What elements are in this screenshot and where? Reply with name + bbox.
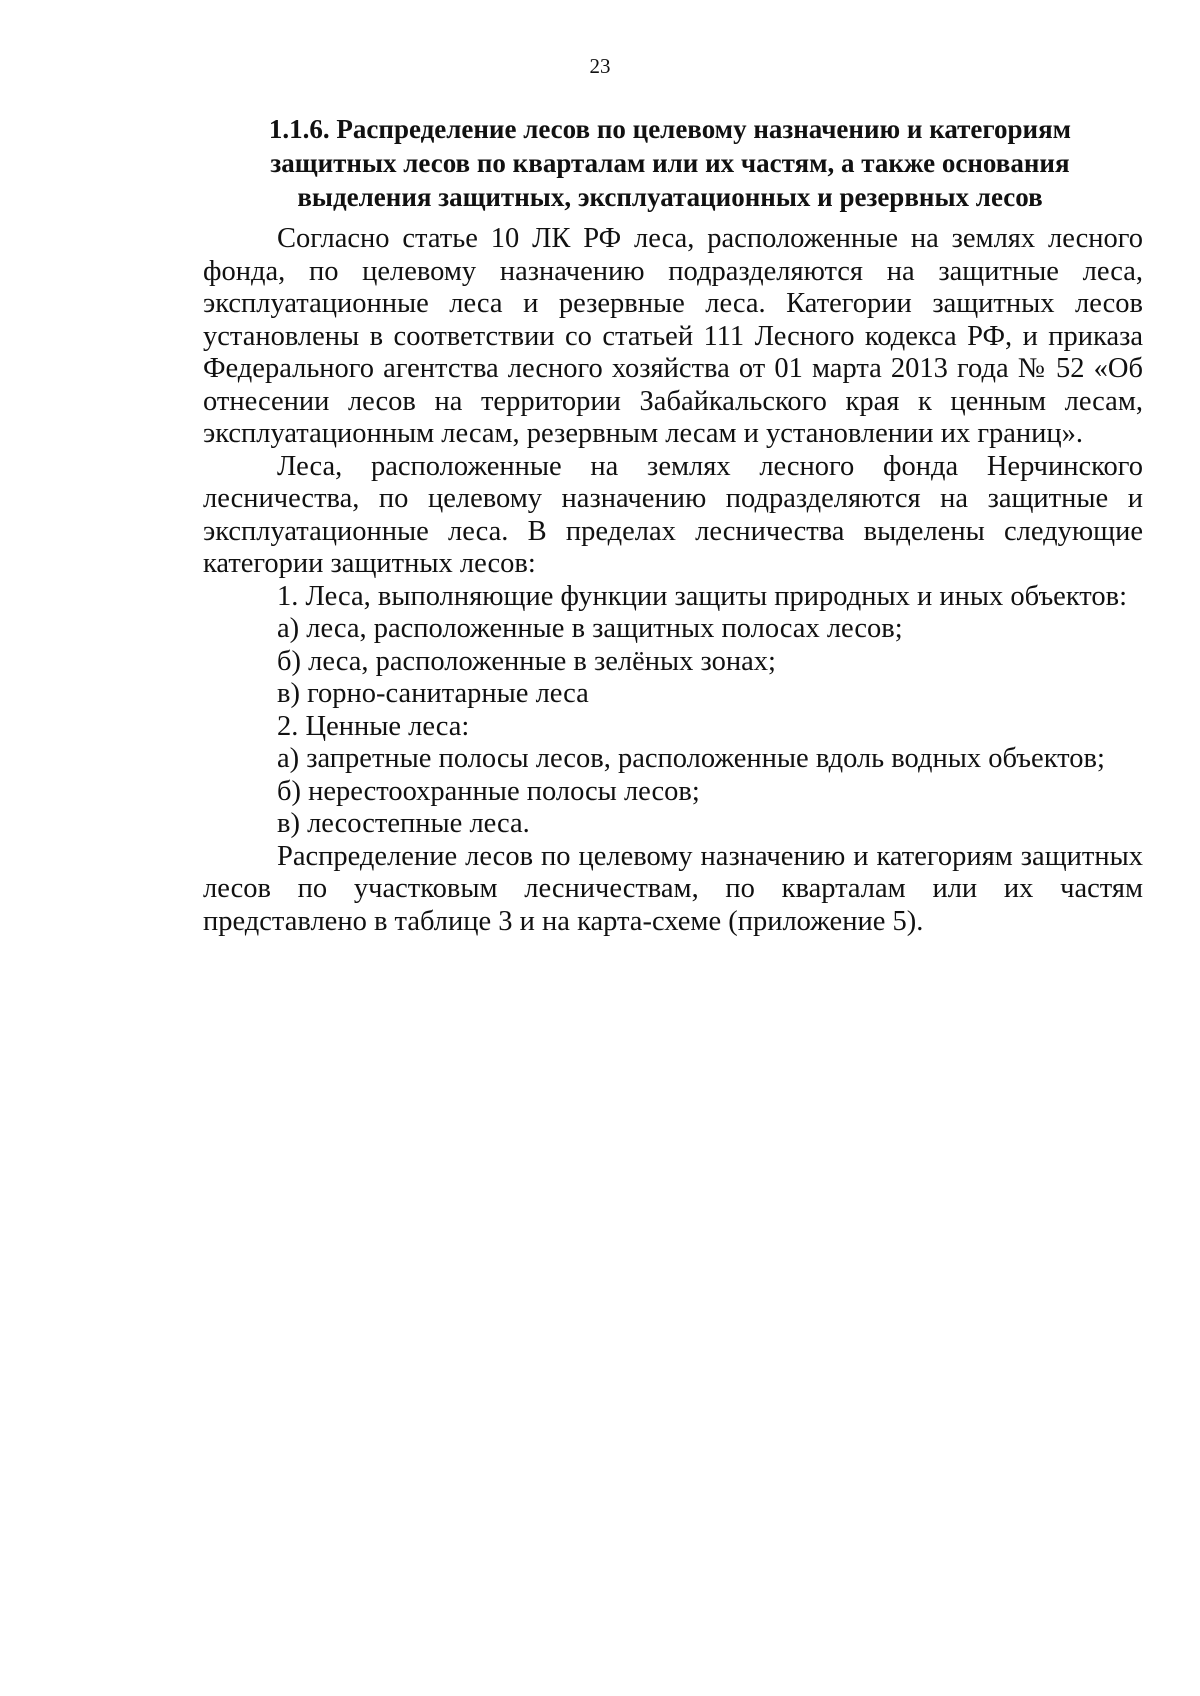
- paragraph-nerchinsk-forestry: Леса, расположенные на землях лесного фонда Нерчинского лесничества, по целевому назначению подразделяются на защитные и эксплуатационные леса. В пределах лесничества выделены следующие категории защитных лесов:: [203, 450, 1143, 579]
- list-item: а) запретные полосы лесов, расположенные вдоль водных объектов;: [277, 743, 1105, 774]
- document-body: [203, 223, 1143, 938]
- paragraph-distribution-reference: Распределение лесов по целевому назначению и категориям защитных лесов по участковым лесничествам, по кварталам или их частям представлено в таблице 3 и на карта-схеме (приложение 5).: [203, 840, 1143, 937]
- heading-line: выделения защитных, эксплуатационных и резервных лесов: [297, 182, 1043, 212]
- section-heading: [200, 112, 1140, 214]
- list-item: 1. Леса, выполняющие функции защиты природных и иных объектов:: [277, 580, 1128, 612]
- list-item: в) лесостепные леса.: [277, 808, 530, 839]
- list-item: б) нерестоохранные полосы лесов;: [277, 775, 700, 807]
- list-item: а) леса, расположенные в защитных полосах лесов;: [277, 613, 903, 644]
- heading-line: защитных лесов по кварталам или их частям, а также основания: [270, 148, 1070, 178]
- paragraph-legal-basis: Согласно статье 10 ЛК РФ леса, расположенные на землях лесного фонда, по целевому назначению подразделяются на защитные леса, эксплуатационные леса и резервные леса. Категории защитных лесов установлены в соответствии со статьей 111 Лесного кодекса РФ, и приказа Федерального агентства лесного хозяйства от 01 марта 2013 года № 52 «Об отнесении лесов на территории Забайкальского края к ценным лесам, эксплуатационным лесам, резервным лесам и установлении их границ».: [203, 223, 1143, 449]
- heading-line: 1.1.6. Распределение лесов по целевому назначению и категориям: [268, 114, 1072, 144]
- page-number: 23: [589, 54, 611, 78]
- list-item: б) леса, расположенные в зелёных зонах;: [277, 645, 776, 677]
- list-item: 2. Ценные леса:: [277, 710, 470, 742]
- list-item: в) горно-санитарные леса: [277, 678, 589, 709]
